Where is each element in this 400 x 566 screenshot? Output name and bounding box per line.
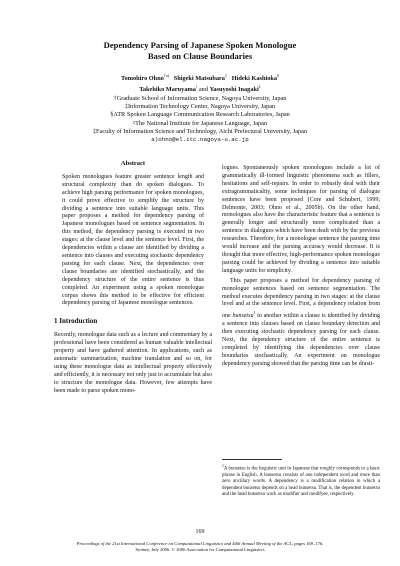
body-text: to another within a clause is identified by dividing a sentence into clauses based on clause boundary detection and then executing stochastic dependency parsing for each clause. Next, the dependency structure of the entire sentence is completed by identifying the dependencies over clause boundaries stochastically. An experiment on monologue dependency parsing showed that the parsing time can be drasti- bbox=[222, 313, 380, 367]
author-mark: †a) bbox=[163, 73, 169, 78]
affiliation: §ATR Spoken Language Communication Research Laboratories, Japan bbox=[110, 111, 290, 119]
author-mark: ‡ bbox=[224, 73, 227, 78]
paper-title bbox=[40, 40, 360, 62]
abstract-text: Spoken monologues feature greater sentence length and structural complexity than do spoken dialogues. To achieve high parsing performance for spoken monologues, it could prove effective to simplify the structure by dividing a sentence into suitable language units. This paper proposes a method for dependency parsing of Japanese monologues based on sentence segmentation. In this method, the dependency parsing is executed in two stages: at the clause level and the sentence level. First, the dependencies within a clause are identified by dividing a sentence into clauses and executing stochastic dependency parsing for each clause. Next, the dependencies over clause boundaries are identified stochastically, and the dependency structure of the entire sentence is thus completed. An experiment using a spoken monologue corpus shows this method to be effective for efficient dependency parsing of Japanese monologue sentences. bbox=[62, 173, 204, 307]
author-name: Tomohiro Ohno bbox=[120, 75, 164, 83]
body-paragraph: logues. Spontaneously spoken monologues include a lot of grammatically ill-formed linguistic phenomena such as fillers, hesitations and self-repairs. In order to robustly deal with their extragrammaticality, some techniques for parsing of dialogue sentences have been proposed (Core and Schubert, 1999; Delmonte, 2003; Ohno et al., 2005b). On the other hand, monologues also have the characteristic feature that a sentence is generally longer and structurally more complicated than a sentence in dialogues which have been dealt with by the previous researches. Therefore, for a monologue sentence the parsing time would increase and the parsing accuracy would decrease. It is thought that more effective, high-performance spoken monologue parsing could be achieved by dividing a sentence into suitable language units for simplicity. bbox=[222, 165, 381, 274]
proceedings-footer bbox=[50, 541, 350, 553]
author-email: a)ohno@el.itc.nagoya-u.ac.jp bbox=[151, 136, 249, 144]
abstract-heading: Abstract bbox=[120, 160, 146, 167]
proceedings-line-2: Sydney, July 2006. © 2006 Association for Computational Linguistics bbox=[135, 547, 265, 552]
footnote-divider bbox=[222, 459, 282, 460]
affiliation: ‡Information Technology Center, Nagoya University, Japan bbox=[124, 103, 276, 111]
author-name: Yasuyoshi Inagaki bbox=[209, 86, 259, 94]
author-line-1 bbox=[30, 72, 370, 83]
affiliation: †Graduate School of Information Science, Nagoya University, Japan bbox=[113, 94, 287, 102]
right-column bbox=[222, 165, 380, 369]
left-column bbox=[54, 160, 212, 395]
author-block bbox=[30, 72, 370, 145]
author-mark: ♮ bbox=[195, 84, 198, 90]
footnote-text: A bunsetsu is the linguistic unit in Japanese that roughly corresponds to a basic phrase in English. A bunsetsu consists of one independent word and more than zero ancillary words. A dependency is a modification relation in which a dependent bunsetsu depends on a head bunsetsu. That is, the dependent bunsetsu and the head bunsetsu work as modifier and modifyee, respectively. bbox=[222, 466, 380, 497]
proceedings-line-1: Proceedings of the 21st International Conference on Computational Linguistics and 44th Annual Meeting of the ACL, pages 169–176, bbox=[76, 541, 324, 546]
body-paragraph bbox=[222, 278, 380, 369]
footnote-mark: 1 bbox=[222, 464, 224, 468]
title-line-2: Based on Clause Boundaries bbox=[147, 51, 253, 61]
introduction-text: Recently, monologue data such as a lecture and commentary by a professional have been considered as human valuable intellectual property and have gathered attention. In applications, such as automatic summarization, machine translation and so on, for using these monologue data as intellectual property effectively and efficiently, it is necessary not only just to accumulate but also to structure the monologue data. However, few attempts have been made to parse spoken mono- bbox=[54, 332, 212, 394]
affiliation: ‡Faculty of Information Science and Technology, Aichi Prefectural University, Japan bbox=[92, 127, 308, 135]
term-bunsetsu: bunsetsu bbox=[232, 313, 254, 320]
author-name: Takehiko Maruyama bbox=[139, 86, 196, 94]
author-line-2 bbox=[30, 83, 370, 94]
author-conjunction: and bbox=[198, 86, 208, 94]
author-mark: § bbox=[277, 73, 280, 78]
author-name: Hideki Kashioka bbox=[231, 75, 278, 83]
author-name: Shigeki Matsubara bbox=[173, 75, 225, 83]
affiliation: ♮The National Institute for Japanese Language, Japan bbox=[132, 119, 268, 127]
page-number: 169 bbox=[195, 529, 205, 535]
title-line-1: Dependency Parsing of Japanese Spoken Monologue bbox=[103, 40, 297, 50]
section-heading-introduction: 1 Introduction bbox=[54, 317, 98, 326]
body-text: This paper proposes a method for dependency parsing of monologue sentences based on sentence segmentation. The method executes dependency parsing in two stages: at the clause level and at the sentence level. First, a dependency relation from one bbox=[222, 277, 380, 320]
footnote-reference: 1 bbox=[253, 310, 256, 316]
footnote bbox=[222, 463, 380, 498]
author-mark: ‡ bbox=[258, 84, 261, 90]
